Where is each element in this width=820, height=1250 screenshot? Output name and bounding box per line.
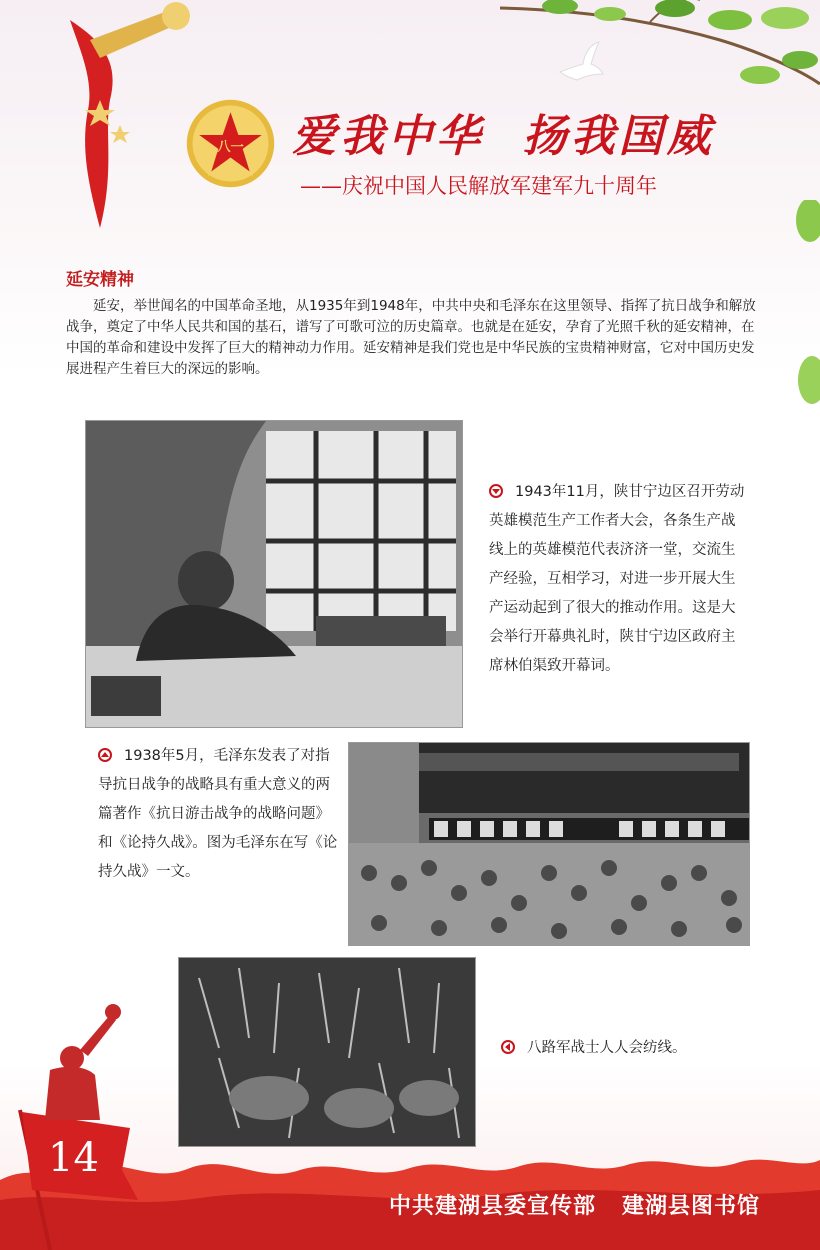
caption-third	[501, 1034, 761, 1063]
caption-second	[98, 742, 338, 887]
caption-second-text: 1938年5月，毛泽东发表了对指导抗日战争的战略具有重大意义的两篇著作《抗日游击战争的战略问题》和《论持久战》。图为毛泽东在写《论持久战》一文。	[98, 748, 338, 880]
caption-first	[489, 478, 749, 681]
caret-up-icon	[98, 748, 112, 762]
section-heading: 延安精神	[66, 270, 134, 290]
leaves-decoration	[780, 200, 820, 420]
footer-publisher: 中共建湖县委宣传部 建湖县图书馆	[389, 1194, 760, 1219]
dove-icon	[555, 40, 605, 85]
caption-third-text: 八路军战士人人会纺线。	[527, 1040, 687, 1056]
photo-mao-writing	[85, 420, 463, 728]
page-subtitle: ——庆祝中国人民解放军建军九十周年	[300, 174, 657, 198]
page-title: 爱我中华 扬我国威	[292, 111, 715, 162]
caret-left-icon	[501, 1040, 515, 1054]
intro-paragraph: 延安，举世闻名的中国革命圣地，从1935年到1948年，中共中央和毛泽东在这里领导、指挥了抗日战争和解放战争，奠定了中华人民共和国的基石，谱写了可歌可泣的历史篇章。也就是在延安，孕育了光照千秋的延安精神，在中国的革命和建设中发挥了巨大的精神动力作用。延安精神是我们党也是中华民族的宝贵精神财富，它对中国历史发展进程产生着巨大的深远的影响。	[66, 298, 756, 377]
emblem-icon	[183, 96, 278, 191]
trumpet-icon	[60, 0, 190, 230]
photo-conference	[348, 742, 750, 946]
caret-down-icon	[489, 484, 503, 498]
bugler-icon	[10, 1000, 140, 1250]
caption-first-text: 1943年11月，陕甘宁边区召开劳动英雄模范生产工作者大会，各条生产战线上的英雄模范代表济济一堂，交流生产经验，互相学习，对进一步开展大生产运动起到了很大的推动作用。这是大会举行开幕典礼时，陕甘宁边区政府主席林伯渠致开幕词。	[489, 484, 745, 674]
page-number: 14	[48, 1135, 99, 1181]
svg-text:八一: 八一	[217, 140, 244, 156]
photo-spinning	[178, 957, 476, 1147]
